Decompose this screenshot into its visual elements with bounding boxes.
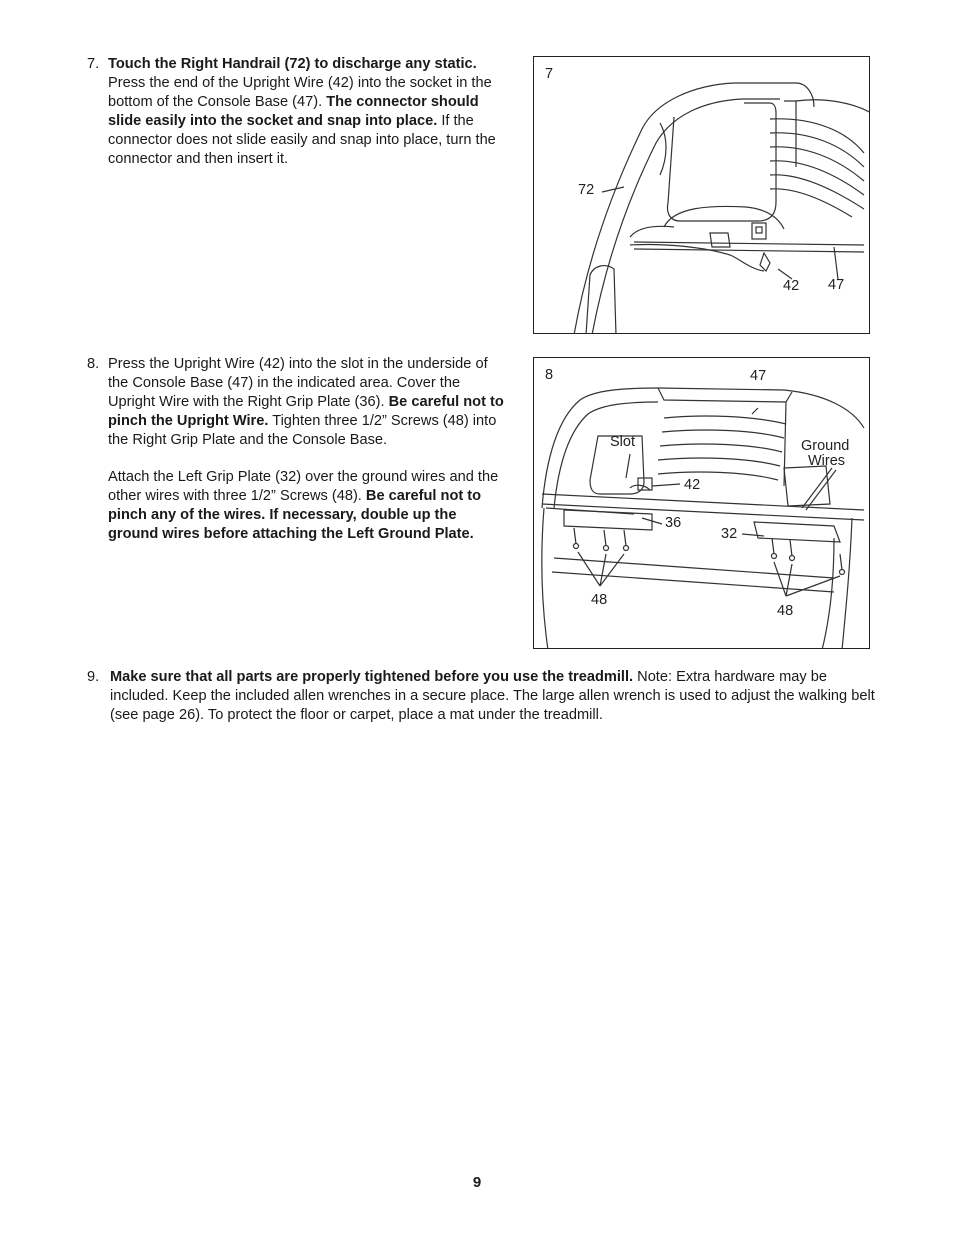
instruction-text: Attach the Left Grip Plate (32) over the ground wires and the other wires with three 1/2” Screws (48).	[108, 469, 499, 504]
label-left-grip-plate: 32	[721, 526, 738, 542]
label-upright-wire: 42	[684, 477, 701, 493]
step-text	[110, 668, 875, 725]
instruction-bold: The connector should slide easily into the socket and snap into place.	[108, 94, 479, 129]
label-upright-wire: 42	[783, 278, 800, 294]
label-console-base: 47	[828, 277, 845, 293]
figure-number: 7	[545, 66, 554, 82]
instruction-bold: Make sure that all parts are properly tightened before you use the treadmill.	[110, 669, 634, 685]
step-text	[108, 55, 508, 169]
instruction-text: Press the end of the Upright Wire (42) into the socket in the bottom of the Console Base (47).	[108, 75, 492, 110]
step-paragraph	[108, 355, 508, 450]
instruction-bold: Be careful not to pinch any of the wires. If necessary, double up the ground wires before attaching the Left Ground Plate.	[108, 488, 482, 542]
label-ground-wires-line1: Ground	[801, 438, 850, 454]
label-screws: 48	[591, 592, 608, 608]
step-paragraph	[108, 55, 508, 169]
step-paragraph	[108, 468, 508, 544]
instruction-bold: Touch the Right Handrail (72) to discharge any static.	[108, 56, 477, 72]
label-handrail: 72	[578, 182, 595, 198]
label-console-base: 47	[750, 368, 767, 384]
step-paragraph	[110, 668, 875, 725]
step-text	[108, 355, 508, 544]
instruction-text: Note: Extra hardware may be included. Keep the included allen wrenches in a secure place. The large allen wrench is used to adjust the walking belt (see page 26). To protect the floor or carpet, place a mat under the treadmill.	[110, 669, 875, 723]
figure-7	[533, 56, 870, 334]
instruction-text: Tighten three 1/2” Screws (48) into the Right Grip Plate and the Console Base.	[108, 413, 497, 448]
instruction-bold: Be careful not to pinch the Upright Wire.	[108, 394, 504, 429]
figure-8-illustration	[534, 358, 870, 649]
instruction-text: Press the Upright Wire (42) into the slot in the underside of the Console Base (47) in the indicated area. Cover the Upright Wire with the Right Grip Plate (36).	[108, 356, 488, 410]
step-number: 7.	[87, 56, 100, 72]
label-slot: Slot	[610, 434, 635, 450]
label-ground-wires-line2: Wires	[808, 453, 846, 469]
label-screws: 48	[777, 603, 794, 619]
step-number: 9.	[87, 669, 100, 685]
instruction-text: If the connector does not slide easily and snap into place, turn the connector and then insert it.	[108, 113, 496, 167]
figure-number: 8	[545, 367, 554, 383]
label-right-grip-plate: 36	[665, 515, 682, 531]
figure-7-illustration	[534, 57, 870, 334]
step-number: 8.	[87, 356, 100, 372]
page-number: 9	[472, 1174, 482, 1191]
figure-8	[533, 357, 870, 649]
